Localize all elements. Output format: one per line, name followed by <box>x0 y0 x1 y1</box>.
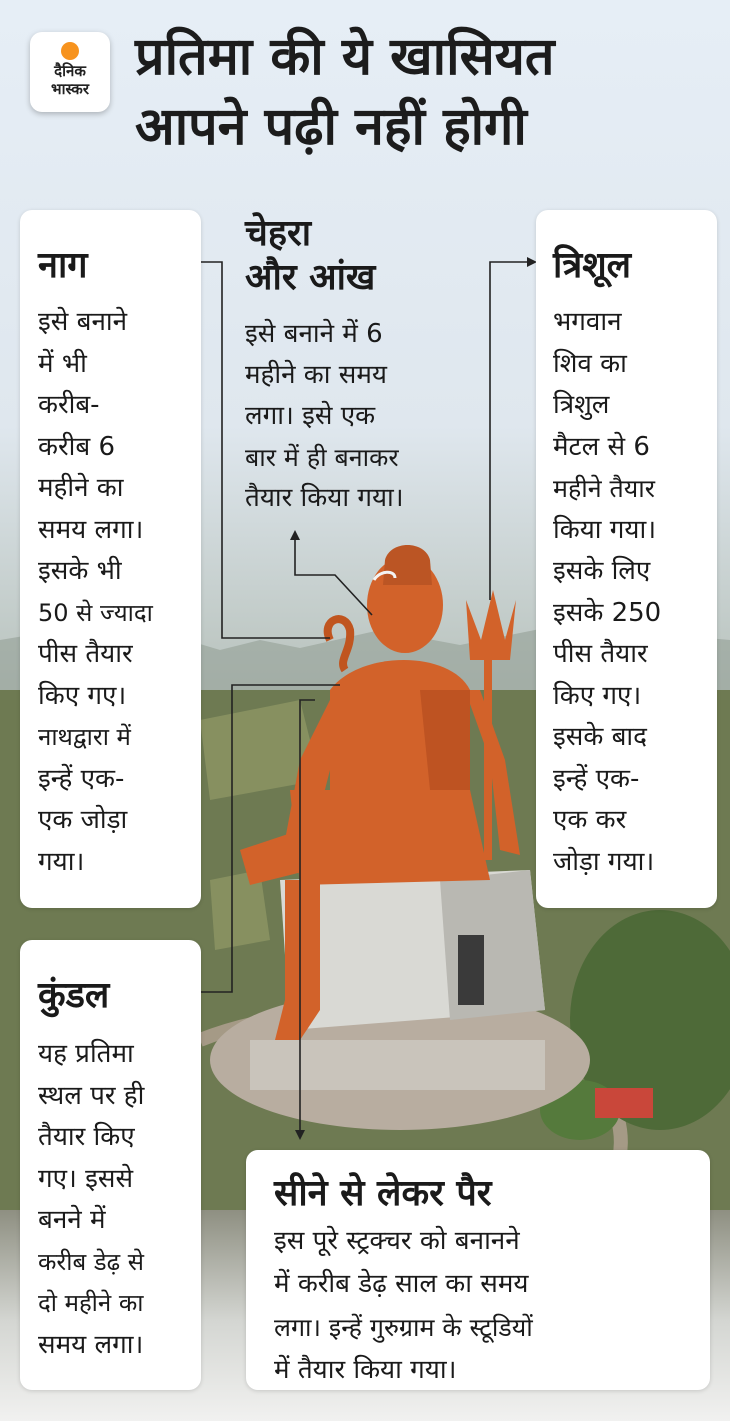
trishul-line: मैटल से 6 <box>553 431 650 462</box>
face-line: तैयार किया गया। <box>245 483 404 513</box>
naag-line: इसके भी <box>38 556 122 586</box>
face-block <box>245 212 404 519</box>
kundal-text <box>38 1034 144 1366</box>
naag-line: करीब- <box>38 390 100 420</box>
kundal-line: दो महीने का <box>38 1289 144 1317</box>
pedestal-door <box>458 935 484 1005</box>
trishul-line: त्रिशुल <box>553 390 610 420</box>
face-text <box>245 314 404 519</box>
naag-line: नाथद्वारा में <box>38 723 131 751</box>
pedestal-base <box>250 1040 545 1090</box>
kundal-line: यह प्रतिमा <box>38 1039 134 1069</box>
building-roof <box>595 1088 653 1118</box>
logo-text-line2: भास्कर <box>51 80 89 98</box>
naag-line: गया। <box>38 846 85 877</box>
trishul-line: जोड़ा गया। <box>553 846 655 877</box>
title-line1: प्रतिमा की ये खासियत <box>135 27 555 87</box>
kundal-line: बनने में <box>38 1205 106 1235</box>
naag-line: करीब 6 <box>38 431 115 462</box>
trishul-heading: त्रिशूल <box>553 245 632 286</box>
kundal-heading: कुंडल <box>38 975 110 1016</box>
trishul-line: किए गए। <box>553 680 642 711</box>
kundal-line: तैयार किए <box>38 1122 135 1152</box>
chest-line: लगा। इन्हें गुरुग्राम के स्टूडियों <box>274 1313 533 1342</box>
naag-line: में भी <box>38 348 87 379</box>
sun-icon <box>61 42 79 60</box>
trishul-line: किया गया। <box>553 514 657 545</box>
trishul-line: महीने तैयार <box>553 474 655 503</box>
naag-line: 50 से ज्यादा <box>38 598 153 627</box>
page-title <box>135 22 715 162</box>
naag-line: किए गए। <box>38 680 127 711</box>
trishul-text <box>553 302 661 883</box>
chest-text <box>274 1220 533 1392</box>
face-heading-line1: चेहरा <box>245 213 312 254</box>
naag-line: इन्हें एक- <box>38 763 125 794</box>
naag-line: समय लगा। <box>38 514 144 545</box>
kundal-line: समय लगा। <box>38 1329 144 1360</box>
naag-line: पीस तैयार <box>38 639 133 669</box>
kundal-line: स्थल पर ही <box>38 1080 145 1111</box>
chest-heading: सीने से लेकर पैर <box>274 1173 492 1214</box>
trishul-line: इसके 250 <box>553 597 662 628</box>
pedestal-shadow <box>440 870 545 1020</box>
trishul-line: इन्हें एक- <box>553 763 640 794</box>
naag-line: एक जोड़ा <box>38 805 128 835</box>
title-line2: आपने पढ़ी नहीं होगी <box>135 97 527 157</box>
naag-line: इसे बनाने <box>38 307 128 337</box>
dainik-bhaskar-logo <box>30 32 110 112</box>
trishul-line: शिव का <box>553 348 627 379</box>
naag-heading: नाग <box>38 245 88 286</box>
naag-line: महीने का <box>38 473 124 503</box>
trishul-line: इसके लिए <box>553 556 651 586</box>
trishul-line: भगवान <box>553 307 622 337</box>
kundal-line: गए। इससे <box>38 1163 134 1194</box>
trishul-line: पीस तैयार <box>553 639 648 669</box>
face-heading-line2: और आंख <box>245 257 376 298</box>
face-line: बार में ही बनाकर <box>245 443 399 472</box>
face-line: महीने का समय <box>245 360 387 390</box>
chest-line: इस पूरे स्ट्रक्चर को बनानने <box>274 1226 520 1256</box>
face-line: इसे बनाने में 6 <box>245 319 383 349</box>
chest-line: में तैयार किया गया। <box>274 1355 457 1385</box>
trishul-line: इसके बाद <box>553 722 647 752</box>
face-line: लगा। इसे एक <box>245 401 376 431</box>
trishul-line: एक कर <box>553 805 627 835</box>
chest-line: में करीब डेढ़ साल का समय <box>274 1269 529 1299</box>
kundal-line: करीब डेढ़ से <box>38 1247 145 1276</box>
logo-text-line1: दैनिक <box>54 62 86 80</box>
naag-text <box>38 302 153 883</box>
